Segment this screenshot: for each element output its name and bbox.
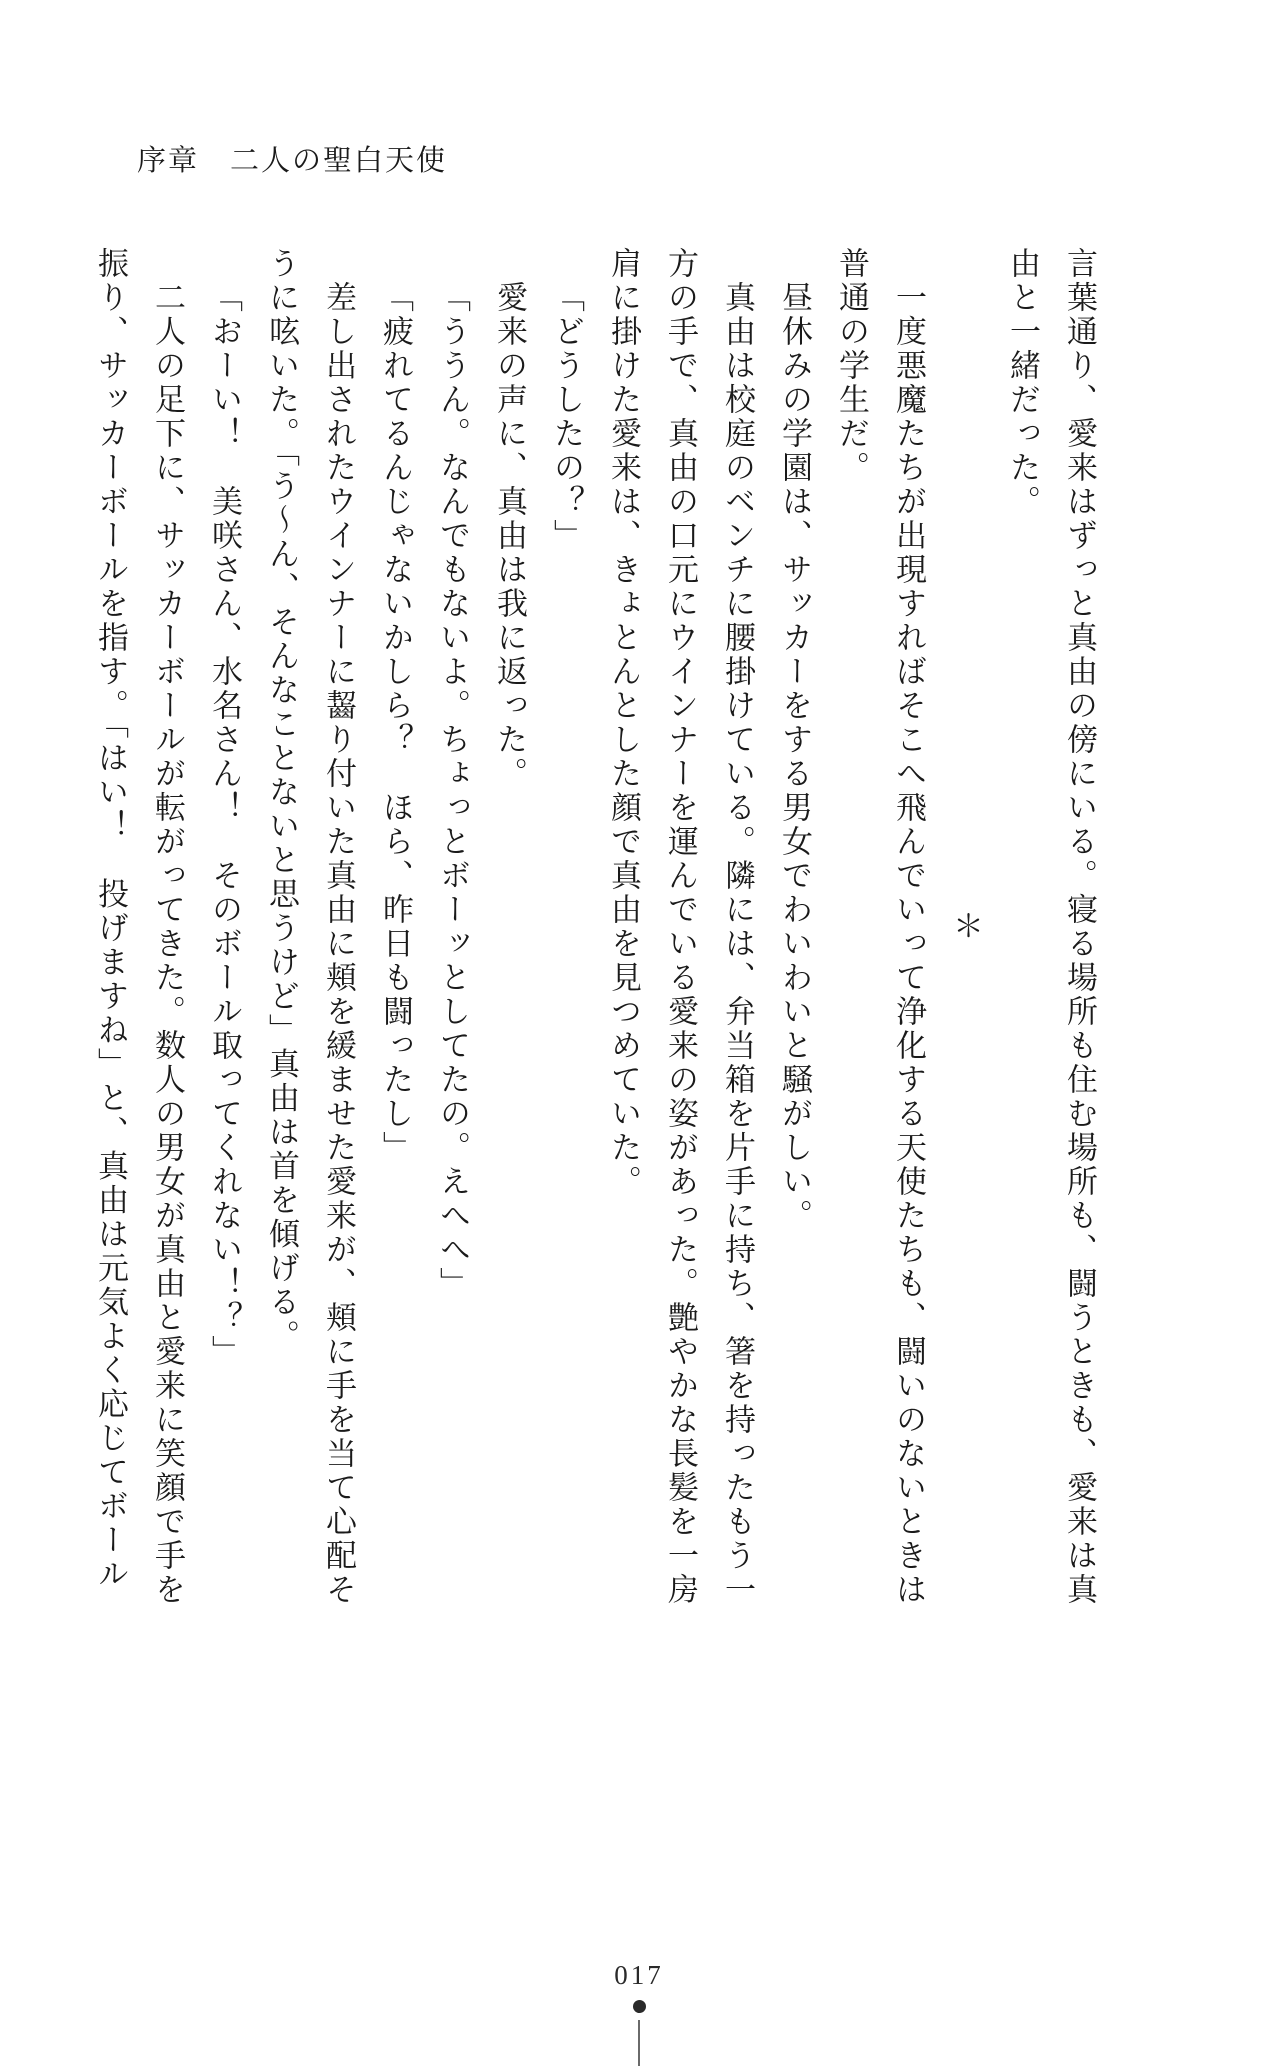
section-separator: ＊: [948, 910, 983, 944]
text-line: 「どうしたの？」: [549, 281, 584, 553]
text-line: 由と一緒だった。: [1005, 247, 1040, 519]
text-line: 一度悪魔たちが出現すればそこへ飛んでいって浄化する天使たちも、闘いのないときは: [891, 281, 926, 1607]
text-line: 愛来の声に、真由は我に返った。: [492, 281, 527, 791]
page-number: 017: [614, 1960, 664, 1990]
text-line: 二人の足下に、サッカーボールが転がってきた。数人の男女が真由と愛来に笑顔で手を: [150, 281, 185, 1607]
text-line: 昼休みの学園は、サッカーをする男女でわいわいと騒がしい。: [777, 281, 812, 1233]
page-marker-dot-icon: [633, 2000, 646, 2013]
text-line: 振り、サッカーボールを指す。「はい！ 投げますね」と、真由は元気よく応じてボール: [93, 247, 128, 1592]
text-line: 方の手で、真由の口元にウインナーを運んでいる愛来の姿があった。艶やかな長髪を一房: [663, 247, 698, 1607]
text-line: 差し出されたウインナーに齧り付いた真由に頬を緩ませた愛来が、頬に手を当て心配そ: [321, 281, 356, 1607]
body-text: [82, 247, 1108, 1607]
text-line: 「ううん。なんでもないよ。ちょっとボーッとしてたの。えへへ」: [435, 281, 470, 1301]
text-line: 「疲れてるんじゃないかしら？ ほら、昨日も闘ったし」: [378, 281, 413, 1165]
text-line: 普通の学生だ。: [834, 247, 869, 485]
text-line: 「おーい！ 美咲さん、水名さん！ そのボール取ってくれない！？」: [207, 281, 242, 1369]
text-line: 真由は校庭のベンチに腰掛けている。隣には、弁当箱を片手に持ち、箸を持ったもう一: [720, 281, 755, 1607]
text-line: うに呟いた。「う〜ん、そんなことないと思うけど」真由は首を傾げる。: [264, 247, 299, 1354]
page-marker-line: [638, 2020, 640, 2066]
page-footer: [575, 1960, 703, 2066]
text-line: 言葉通り、愛来はずっと真由の傍にいる。寝る場所も住む場所も、闘うときも、愛来は真: [1062, 247, 1097, 1607]
text-line: 肩に掛けた愛来は、きょとんとした顔で真由を見つめていた。: [606, 247, 641, 1199]
chapter-header: 序章 二人の聖白天使: [137, 145, 448, 177]
